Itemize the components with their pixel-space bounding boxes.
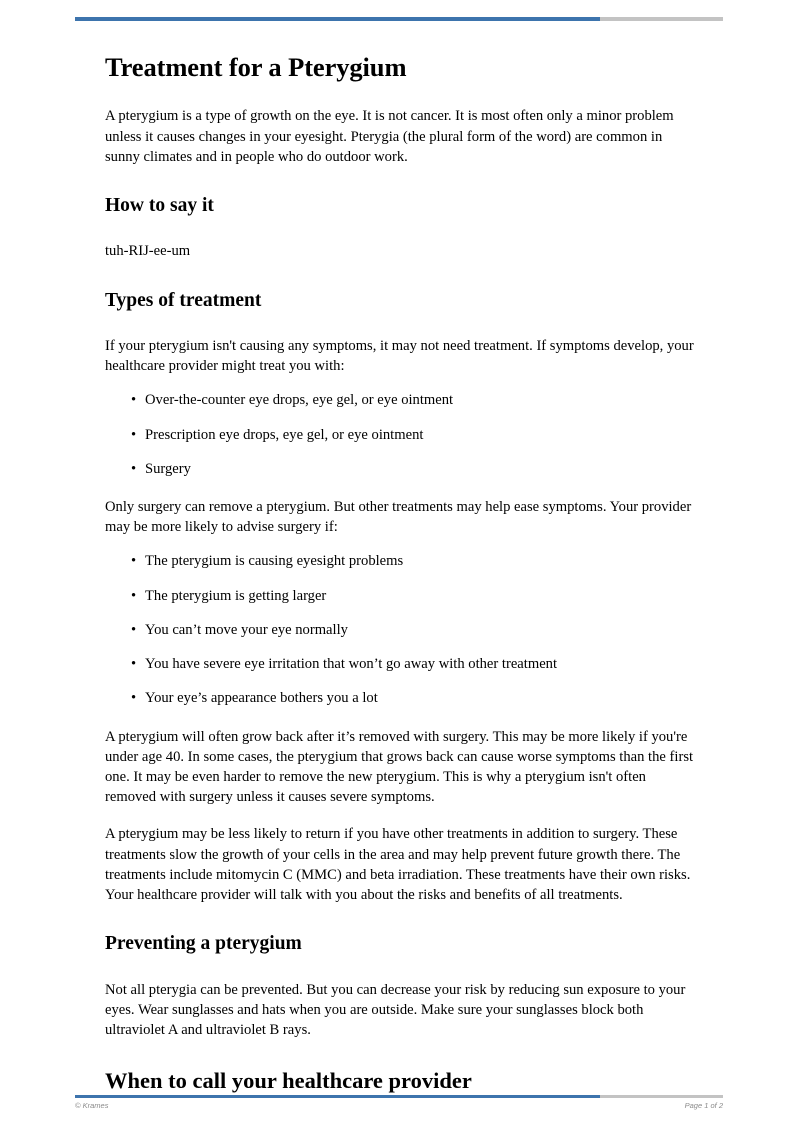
surgery-intro-paragraph: Only surgery can remove a pterygium. But other treatments may help ease symptoms. Your provider may be more likely to advise surgery if:: [105, 499, 692, 536]
bullet-icon: •: [131, 426, 137, 443]
list-item-label: Prescription eye drops, eye gel, or eye ointment: [145, 426, 424, 443]
list-item: [105, 620, 697, 640]
bullet-icon: •: [131, 392, 137, 409]
list-item: [105, 551, 697, 571]
pronunciation-text: tuh-RIJ-ee-um: [105, 243, 191, 260]
bullet-icon: •: [131, 621, 137, 638]
heading-when-to-call-provider: When to call your healthcare provider: [105, 1068, 472, 1094]
page-footer: [75, 1101, 723, 1111]
list-item: [105, 390, 697, 410]
list-item-label: Surgery: [145, 460, 191, 477]
list-item-label: Over-the-counter eye drops, eye gel, or eye ointment: [145, 392, 454, 409]
document-content: [105, 52, 697, 1094]
bullet-icon: •: [131, 656, 137, 673]
footer-rule: [75, 1095, 723, 1098]
list-item-label: Your eye’s appearance bothers you a lot: [145, 690, 378, 707]
footer-copyright: © Krames: [75, 1101, 109, 1110]
footer-rule-blue-segment: [75, 1095, 600, 1098]
bullet-icon: •: [131, 460, 137, 477]
adjunct-treatments-paragraph: A pterygium may be less likely to return if you have other treatments in addition to surgery. These treatments slow the growth of your cells in the area and may help prevent future growth there. The treatments include mitomycin C (MMC) and beta irradiation. These treatments have their own risks. Your healthcare provider will talk with you about the risks and benefits of all treatments.: [105, 826, 691, 903]
header-rule-gray-segment: [600, 17, 723, 21]
list-item-label: You can’t move your eye normally: [145, 621, 348, 638]
types-of-treatment-intro: If your pterygium isn't causing any symptoms, it may not need treatment. If symptoms develop, your healthcare provider might treat you with:: [105, 338, 694, 375]
bullet-icon: •: [131, 587, 137, 604]
footer-rule-gray-segment: [600, 1095, 723, 1098]
intro-paragraph: A pterygium is a type of growth on the eye. It is not cancer. It is most often only a minor problem unless it causes changes in your eyesight. Pterygia (the plural form of the word) are common in sunny climates and in people who do outdoor work.: [105, 108, 674, 165]
list-item: [105, 425, 697, 445]
footer-page-number: Page 1 of 2: [684, 1101, 723, 1110]
bullet-icon: •: [131, 553, 137, 570]
treatment-options-list: [105, 390, 697, 479]
list-item: [105, 654, 697, 674]
heading-how-to-say-it: How to say it: [105, 195, 214, 217]
heading-types-of-treatment: Types of treatment: [105, 289, 262, 311]
heading-preventing-a-pterygium: Preventing a pterygium: [105, 933, 302, 955]
regrowth-paragraph: A pterygium will often grow back after it’s removed with surgery. This may be more likely if you're under age 40. In some cases, the pterygium that grows back can cause worse symptoms than the first one. It may be even harder to remove the new pterygium. This is why a pterygium isn't often removed with surgery unless it causes severe symptoms.: [105, 728, 694, 806]
list-item: [105, 459, 697, 479]
preventing-paragraph: Not all pterygia can be prevented. But you can decrease your risk by reducing sun exposure to your eyes. Wear sunglasses and hats when you are outside. Make sure your sunglasses block both ultraviolet A and ultraviolet B rays.: [105, 981, 686, 1038]
bullet-icon: •: [131, 690, 137, 707]
list-item: [105, 586, 697, 606]
page-title: Treatment for a Pterygium: [105, 52, 407, 82]
header-rule: [75, 17, 723, 21]
surgery-criteria-list: [105, 551, 697, 708]
list-item-label: The pterygium is getting larger: [145, 587, 327, 604]
list-item-label: You have severe eye irritation that won’t go away with other treatment: [145, 656, 558, 673]
list-item: [105, 688, 697, 708]
list-item-label: The pterygium is causing eyesight problems: [145, 553, 404, 570]
header-rule-blue-segment: [75, 17, 600, 21]
